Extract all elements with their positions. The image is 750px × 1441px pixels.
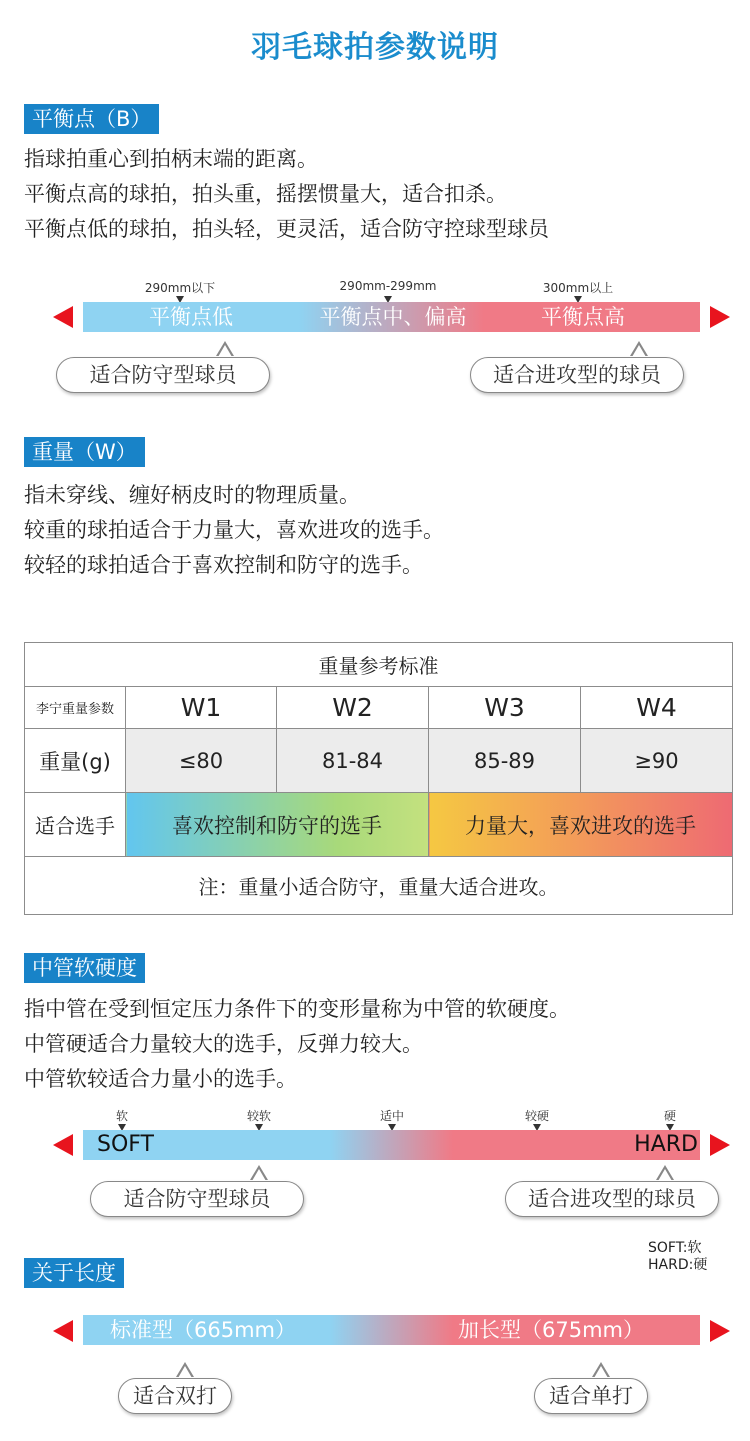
shaft-tick-hard: 硬 <box>663 1109 676 1123</box>
arrow-left-icon <box>53 306 73 328</box>
table-weight-w1: ≤80 <box>126 729 277 793</box>
shaft-tick-fairly-hard: 较硬 <box>524 1109 549 1123</box>
table-fit-heavy: 力量大，喜欢进攻的选手 <box>429 793 733 857</box>
length-bubble-doubles: 适合双打 <box>118 1378 232 1414</box>
shaft-tick-medium: 适中 <box>379 1109 404 1123</box>
page-title: 羽毛球拍参数说明 <box>251 30 499 65</box>
weight-line-2: 较重的球拍适合于力量大，喜欢进攻的选手。 <box>24 518 444 542</box>
table-code-w2: W2 <box>277 687 429 729</box>
table-code-w3: W3 <box>429 687 581 729</box>
table-weight-w3: 85-89 <box>429 729 581 793</box>
balance-bar-label-low: 平衡点低 <box>149 305 233 329</box>
table-fit-label: 适合选手 <box>25 793 126 857</box>
shaft-line-2: 中管硬适合力量较大的选手，反弹力较大。 <box>24 1032 423 1056</box>
table-caption: 重量参考标准 <box>25 643 733 687</box>
balance-line-3: 平衡点低的球拍，拍头轻，更灵活，适合防守控球型球员 <box>24 217 549 241</box>
balance-bubble-defense: 适合防守型球员 <box>56 357 270 393</box>
table-code-w1: W1 <box>126 687 277 729</box>
shaft-legend <box>648 1240 707 1274</box>
balance-line-2: 平衡点高的球拍，拍头重，摇摆惯量大，适合扣杀。 <box>24 182 507 206</box>
shaft-bubble-attack: 适合进攻型的球员 <box>505 1181 719 1217</box>
length-bar-standard: 标准型（665mm） <box>110 1318 296 1342</box>
weight-line-3: 较轻的球拍适合于喜欢控制和防守的选手。 <box>24 553 423 577</box>
balance-line-1: 指球拍重心到拍柄末端的距离。 <box>24 147 318 171</box>
legend-hard: HARD:硬 <box>648 1257 708 1273</box>
shaft-tick-fairly-soft: 较软 <box>246 1109 271 1123</box>
legend-soft: SOFT:软 <box>648 1240 702 1256</box>
table-note: 注：重量小适合防守，重量大适合进攻。 <box>25 857 733 915</box>
balance-bubble-attack: 适合进攻型的球员 <box>470 357 684 393</box>
length-bar-extended: 加长型（675mm） <box>458 1318 644 1342</box>
arrow-right-icon <box>710 1134 730 1156</box>
balance-tick-low: 290mm以下 <box>144 281 216 295</box>
length-bubble-singles: 适合单打 <box>534 1378 648 1414</box>
table-param-label: 李宁重量参数 <box>25 687 126 729</box>
arrow-right-icon <box>710 1320 730 1342</box>
balance-heading: 平衡点（B） <box>24 104 159 134</box>
balance-scale-bar <box>83 302 700 332</box>
shaft-line-1: 指中管在受到恒定压力条件下的变形量称为中管的软硬度。 <box>24 997 570 1021</box>
shaft-heading: 中管软硬度 <box>24 953 145 983</box>
weight-reference-table <box>24 642 733 915</box>
shaft-bar-soft: SOFT <box>97 1132 154 1157</box>
balance-tick-high: 300mm以上 <box>542 281 614 295</box>
balance-bar-label-mid: 平衡点中、偏高 <box>319 305 467 329</box>
table-weight-w2: 81-84 <box>277 729 429 793</box>
shaft-tick-soft: 软 <box>115 1109 128 1123</box>
arrow-right-icon <box>710 306 730 328</box>
table-weight-label: 重量(g) <box>25 729 126 793</box>
balance-tick-mid: 290mm-299mm <box>339 279 437 293</box>
table-code-w4: W4 <box>581 687 733 729</box>
weight-line-1: 指未穿线、缠好柄皮时的物理质量。 <box>24 483 360 507</box>
weight-heading: 重量（W） <box>24 437 145 467</box>
length-heading: 关于长度 <box>24 1258 124 1288</box>
shaft-scale-bar <box>83 1130 700 1160</box>
balance-bar-label-high: 平衡点高 <box>541 305 625 329</box>
table-weight-w4: ≥90 <box>581 729 733 793</box>
arrow-left-icon <box>53 1134 73 1156</box>
shaft-bubble-defense: 适合防守型球员 <box>90 1181 304 1217</box>
shaft-line-3: 中管软较适合力量小的选手。 <box>24 1067 297 1091</box>
table-fit-light: 喜欢控制和防守的选手 <box>126 793 429 857</box>
arrow-left-icon <box>53 1320 73 1342</box>
shaft-bar-hard: HARD <box>634 1132 698 1157</box>
length-scale-bar <box>83 1315 700 1345</box>
